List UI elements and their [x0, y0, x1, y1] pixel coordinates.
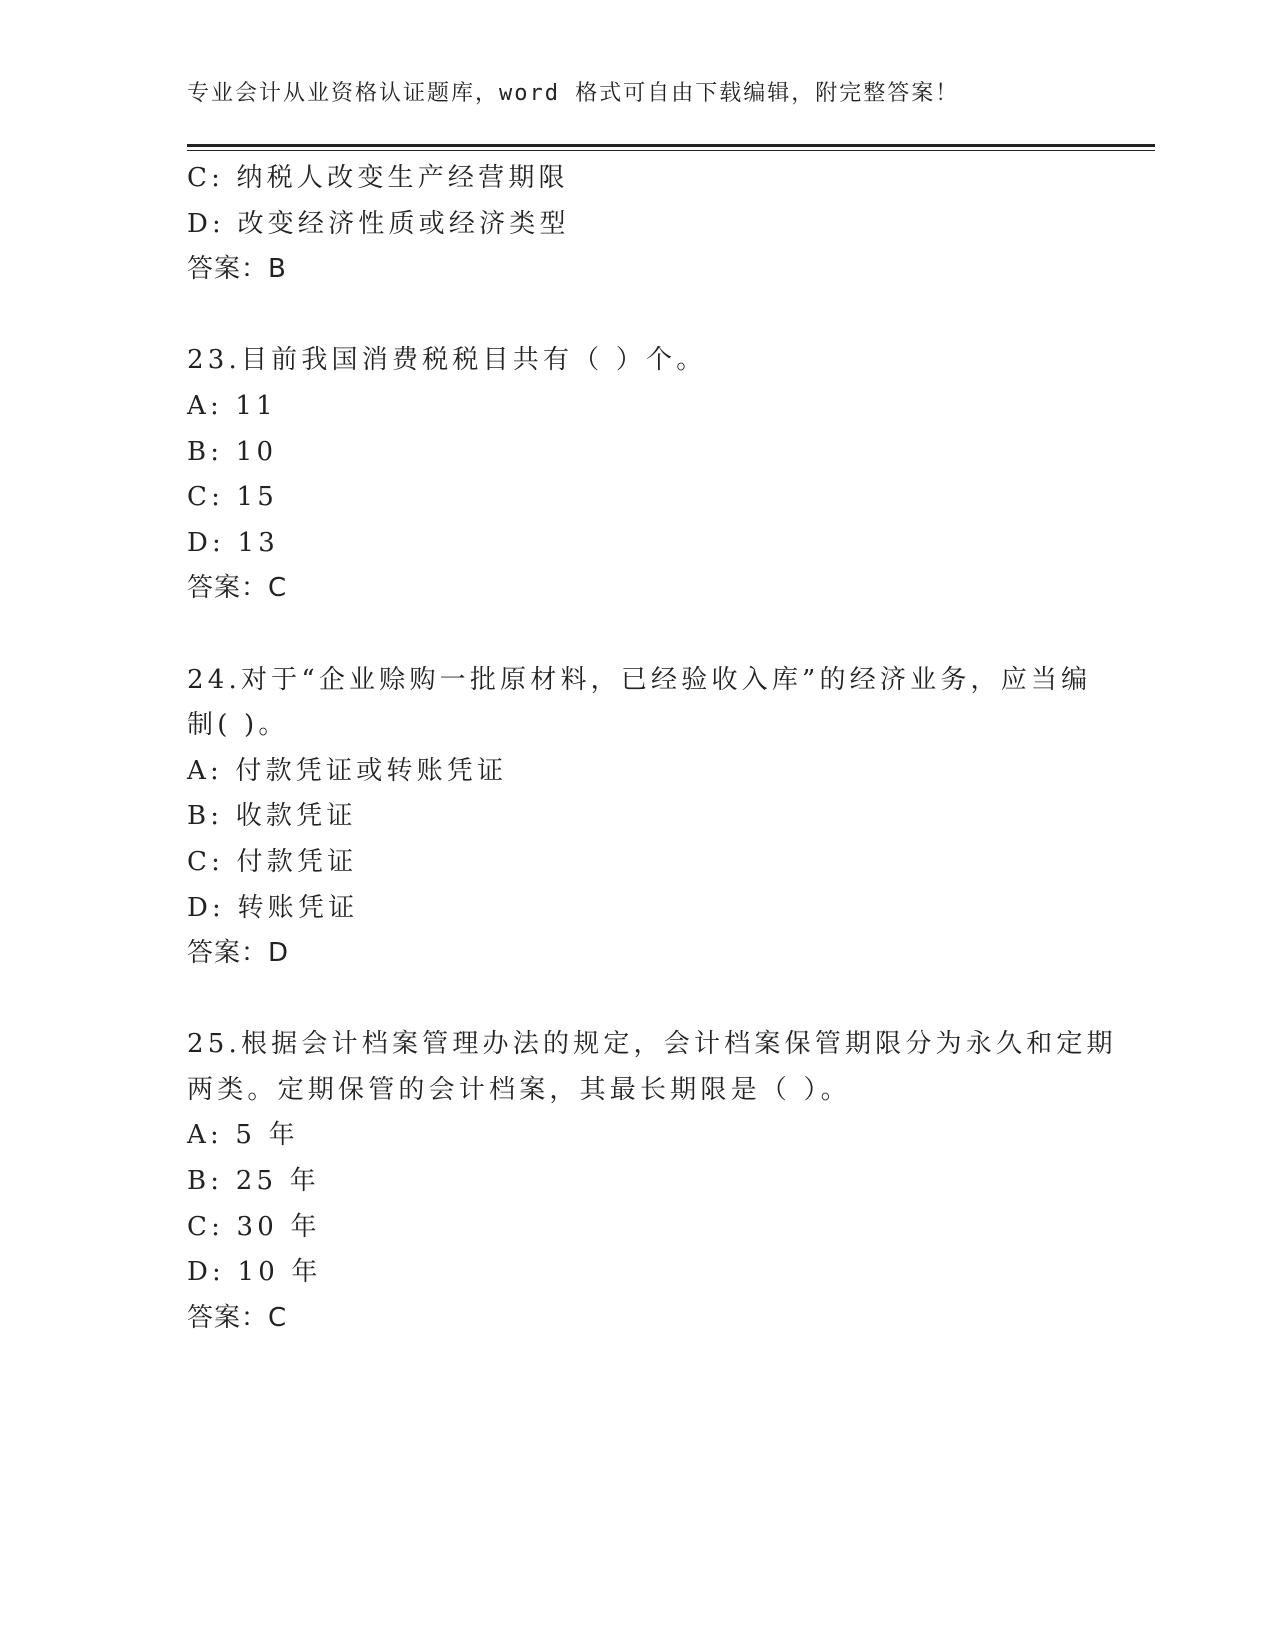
option-b: B: 10	[187, 436, 278, 467]
spacer	[187, 293, 1087, 339]
question-list	[187, 156, 1117, 1341]
answer: 答案：C	[187, 1302, 288, 1333]
question-stem-line-1: 25.根据会计档案管理办法的规定，会计档案保管期限分为永久和定期	[187, 1029, 1117, 1060]
option-c: C: 付款凭证	[187, 846, 358, 877]
answer: 答案：C	[187, 573, 288, 604]
option-d: D: 10 年	[187, 1257, 322, 1288]
question-stem: 23.目前我国消费税税目共有（ ）个。	[187, 345, 707, 376]
answer: 答案：B	[187, 254, 287, 285]
question-stem-line-1: 24.对于“企业赊购一批原材料，已经验收入库”的经济业务，应当编	[187, 664, 1092, 695]
option-a: A: 5 年	[187, 1120, 299, 1151]
answer: 答案：D	[187, 938, 290, 969]
header-rule-thick	[187, 144, 1155, 147]
spacer	[187, 612, 1087, 658]
option-d: D: 转账凭证	[187, 892, 359, 923]
option-d: D: 改变经济性质或经济类型	[187, 208, 570, 239]
question-23	[187, 338, 1087, 612]
question-22	[187, 156, 1087, 293]
spacer	[187, 977, 1087, 1023]
header-rule-thin	[187, 150, 1155, 151]
question-stem-line-2: 制( )。	[187, 710, 289, 741]
question-25	[187, 1022, 1117, 1341]
page-header: 专业会计从业资格认证题库，word 格式可自由下载编辑，附完整答案！	[187, 81, 960, 106]
option-c: C: 15	[187, 482, 279, 513]
question-stem-line-2: 两类。定期保管的会计档案，其最长期限是（ ）。	[187, 1074, 851, 1105]
option-b: B: 25 年	[187, 1166, 320, 1197]
option-c: C: 30 年	[187, 1211, 321, 1242]
option-a: A: 11	[187, 390, 277, 421]
option-d: D: 13	[187, 527, 279, 558]
question-24	[187, 658, 1092, 977]
option-b: B: 收款凭证	[187, 801, 357, 832]
option-a: A: 付款凭证或转账凭证	[187, 755, 508, 786]
option-c: C: 纳税人改变生产经营期限	[187, 163, 569, 193]
